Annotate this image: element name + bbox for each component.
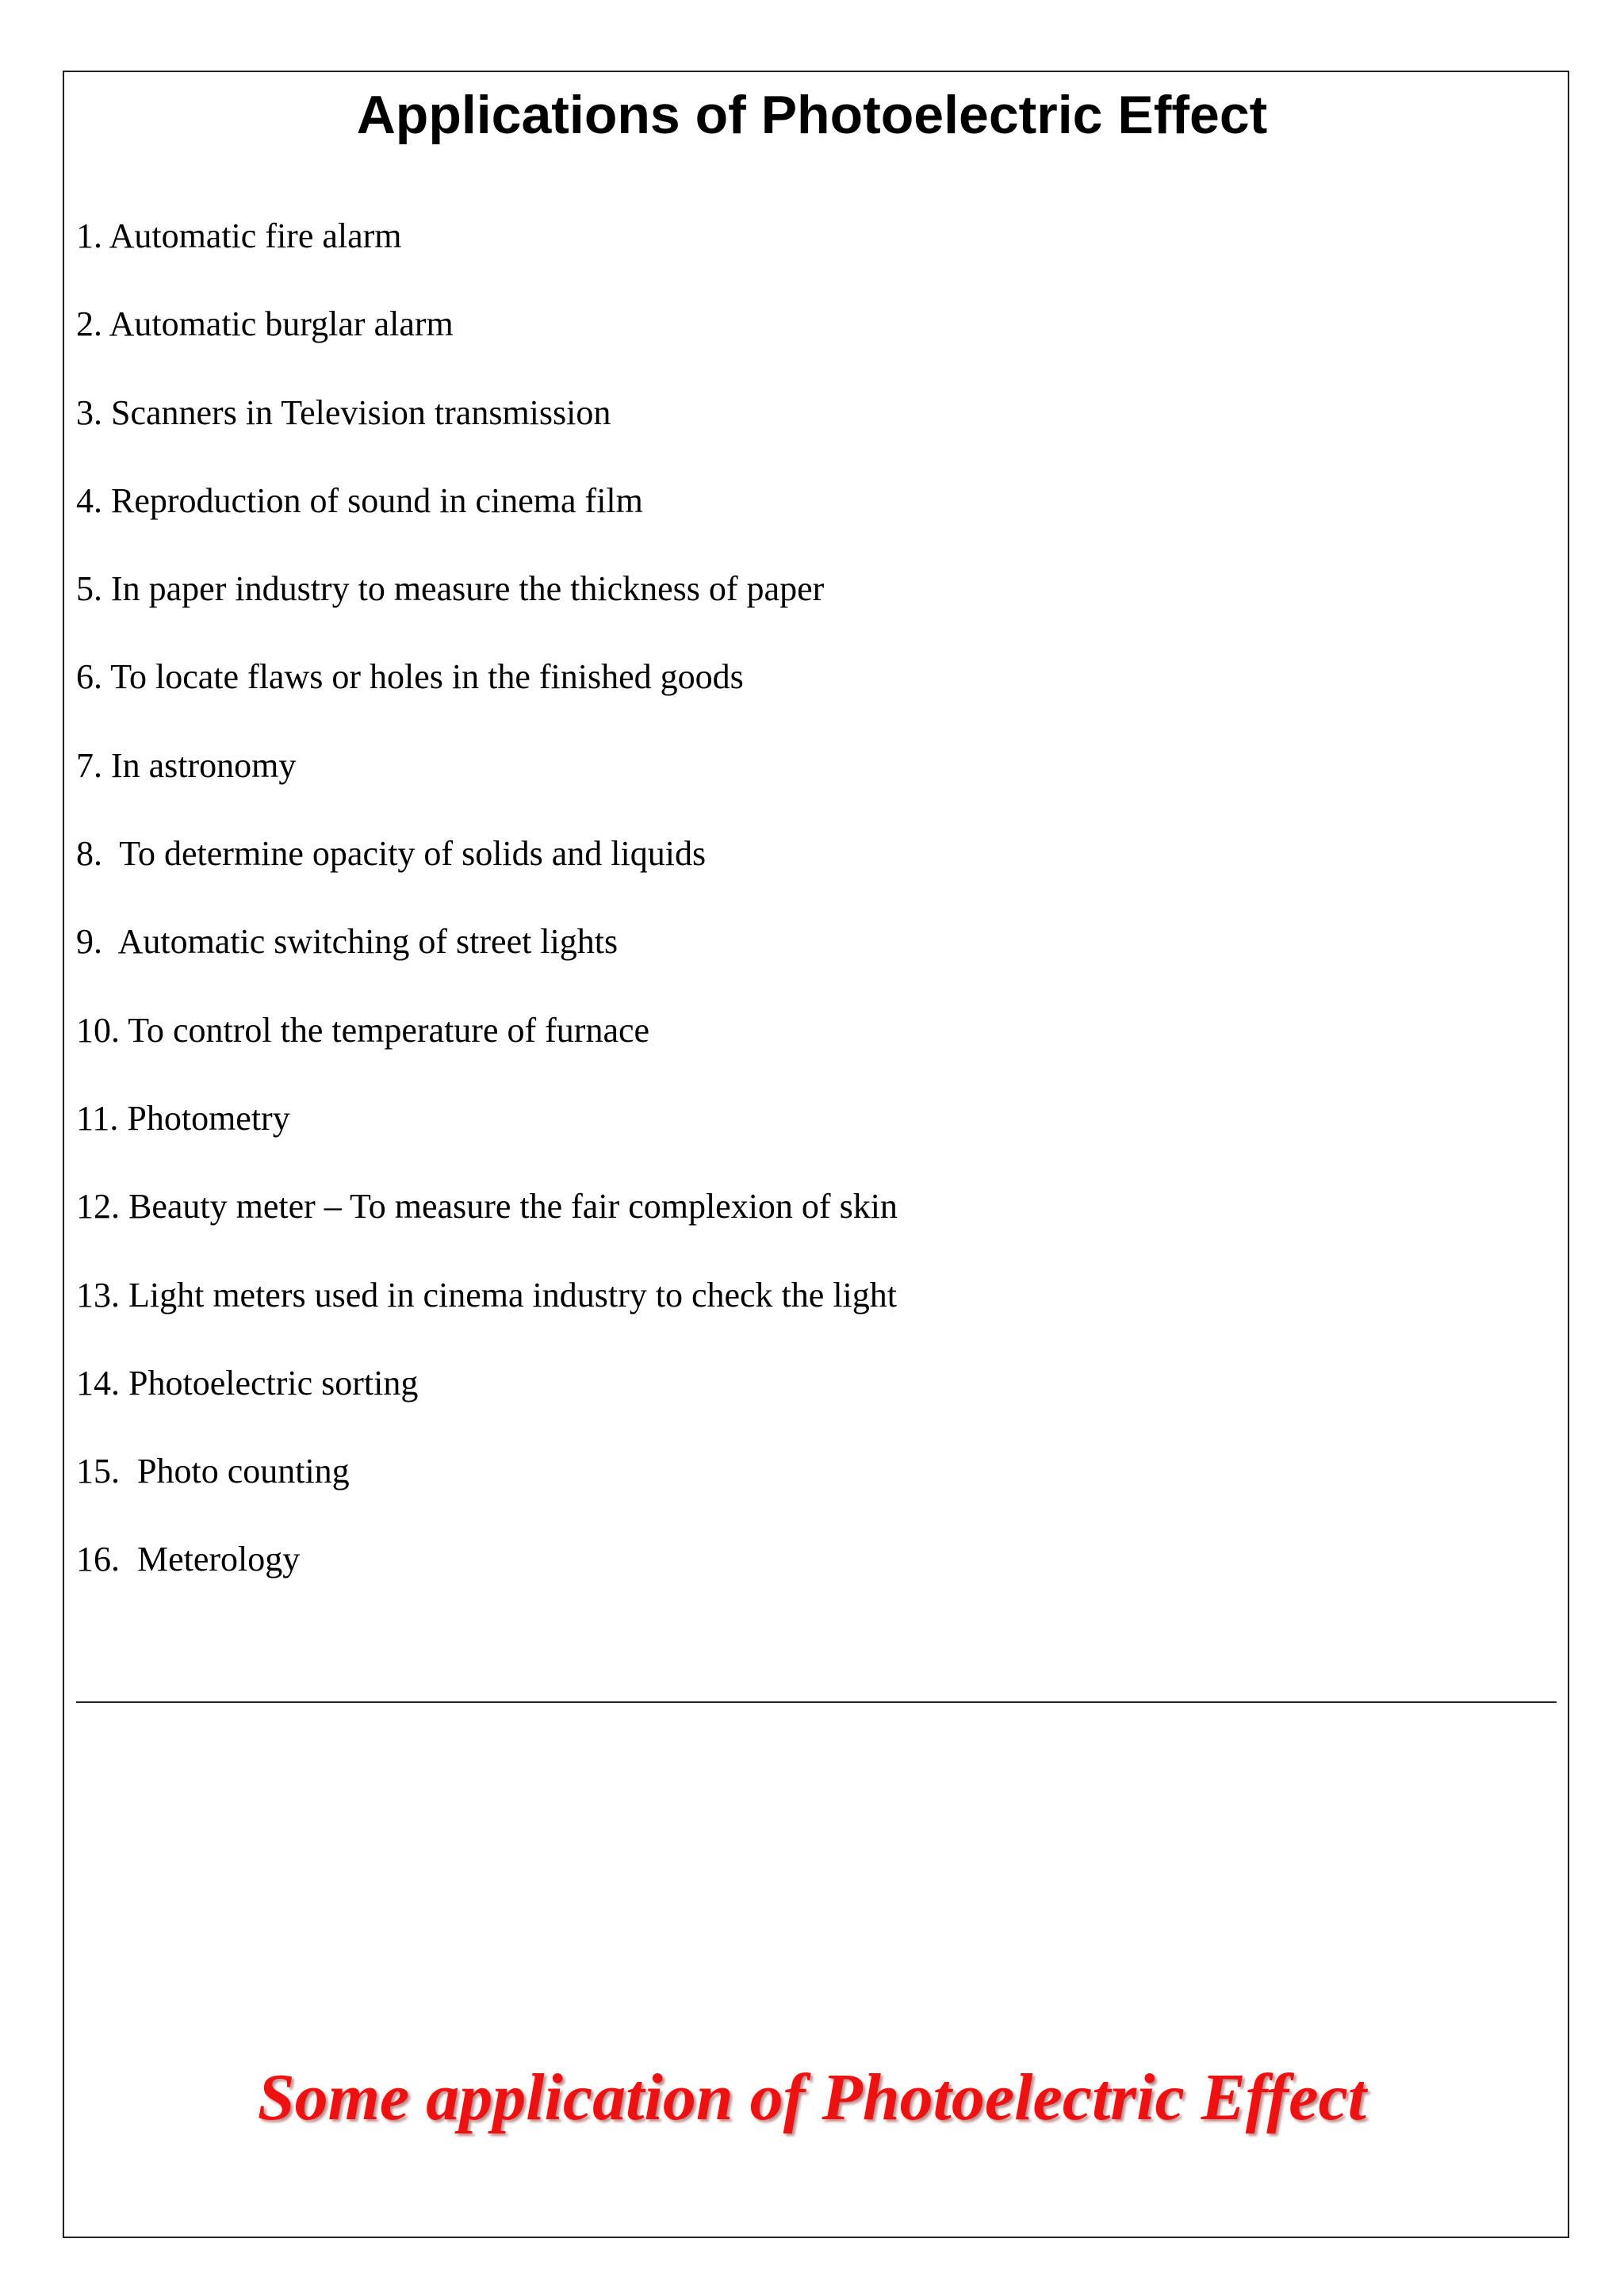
list-item: 4. Reproduction of sound in cinema film bbox=[76, 480, 643, 520]
caption: Some application of Photoelectric Effect bbox=[257, 2061, 1367, 2134]
list-item: 3. Scanners in Television transmission bbox=[76, 392, 611, 432]
horizontal-divider bbox=[76, 1701, 1557, 1703]
list-item: 1. Automatic fire alarm bbox=[76, 216, 402, 255]
list-item: 8. To determine opacity of solids and liquids bbox=[76, 834, 707, 874]
list-item: 12. Beauty meter – To measure the fair complexion of skin bbox=[76, 1187, 898, 1226]
list-item: 2. Automatic burglar alarm bbox=[76, 304, 454, 344]
list-item: 14. Photoelectric sorting bbox=[76, 1363, 419, 1402]
list-item: 6. To locate flaws or holes in the finished goods bbox=[76, 657, 744, 697]
list-item: 5. In paper industry to measure the thickness of paper bbox=[76, 569, 825, 609]
list-item: 13. Light meters used in cinema industry to check the light bbox=[76, 1275, 897, 1314]
page-title: Applications of Photoelectric Effect bbox=[356, 85, 1268, 145]
list-item: 16. Meterology bbox=[76, 1540, 301, 1579]
list-item: 9. Automatic switching of street lights bbox=[76, 922, 619, 962]
list-item: 11. Photometry bbox=[76, 1098, 290, 1138]
applications-list bbox=[76, 212, 898, 1624]
list-item: 10. To control the temperature of furnace bbox=[76, 1010, 650, 1050]
list-item: 15. Photo counting bbox=[76, 1452, 350, 1491]
list-item: 7. In astronomy bbox=[76, 745, 297, 785]
